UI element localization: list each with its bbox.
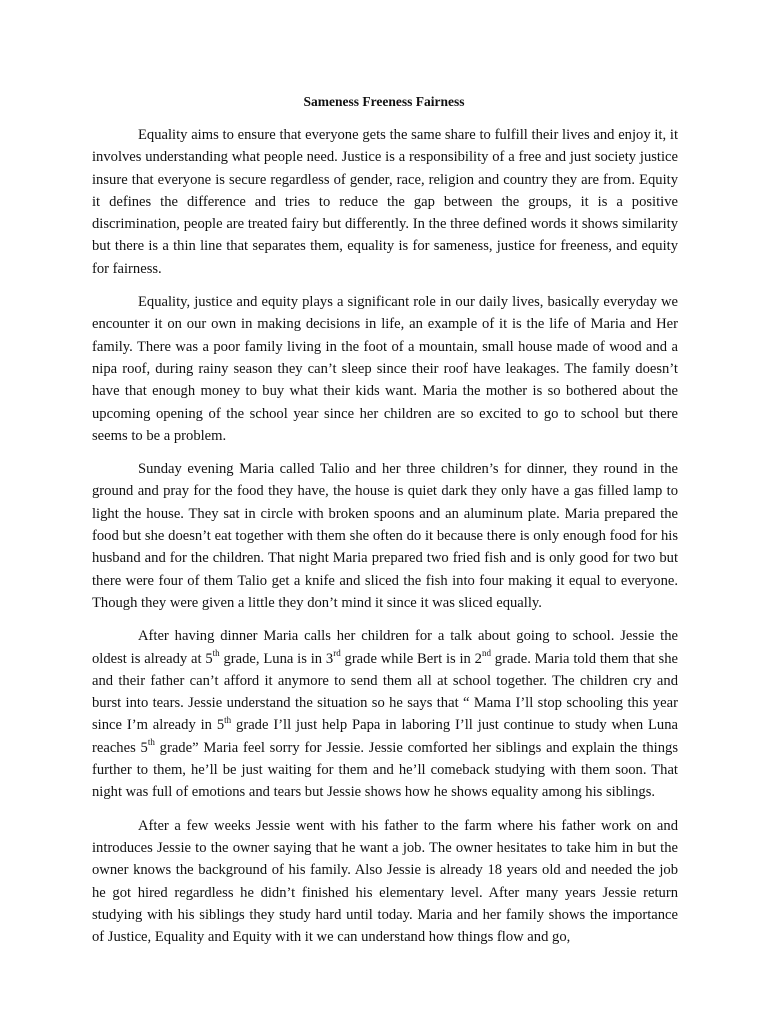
document-body [92,124,678,948]
ordinal-suffix: th [224,714,232,725]
paragraph-4-text-a: After having dinner Maria calls her children for a talk about going to school. Jessie the oldest is already at 5 [92,628,678,667]
ordinal-suffix: rd [333,647,341,658]
paragraph-4-text-f: grade” Maria feel sorry for Jessie. Jessie comforted her siblings and explain the things further to them, he’ll be just waiting for them and he’ll comeback studying with them soon. That night was full of emotions and tears but Jessie shows how he shows equality among his siblings. [92,739,679,801]
paragraph-5: After a few weeks Jessie went with his father to the farm where his father work on and introduces Jessie to the owner saying that he want a job. The owner hesitates to take him in but the owner knows the background of his family. Also Jessie is already 18 years old and needed the job he got hired regardless he didn’t finished his elementary level. After many years Jessie return studying with his siblings they study hard until today. Maria and her family shows the importance of Justice, Equality and Equity with it we can understand how things flow and go, [92,817,678,946]
paragraph-4-text-b: grade, Luna is in 3 [219,650,334,667]
paragraph-2: Equality, justice and equity plays a significant role in our daily lives, basically everyday we encounter it on our own in making decisions in life, an example of it is the life of Maria and Her family. There was a poor family living in the foot of a mountain, small house made of wood and a nipa roof, during rainy season they can’t sleep since their roof have leakages. The family doesn’t have that enough money to buy what their kids want. Maria the mother is so bothered about the upcoming opening of the school year since her children are so excited to go to school but there seems to be a problem. [92,294,678,444]
paragraph-4 [92,625,678,803]
paragraph-4-text-d: grade. Maria told them that she and their father can’t afford it anymore to send them all at school together. The children cry and burst into tears. Jessie understand the situation so he says that “ Mama I’ll stop schooling this year since I’m already in 5 [92,650,679,734]
ordinal-suffix: th [212,647,220,658]
paragraph-1: Equality aims to ensure that everyone gets the same share to fulfill their lives and enjoy it, it involves understanding what people need. Justice is a responsibility of a free and just society justice insure that everyone is secure regardless of gender, race, religion and country they are from. Equity it defines the difference and tries to reduce the gap between the groups, it is a positive discrimination, people are treated fairy but differently. In the three defined words it shows similarity but there is a thin line that separates them, equality is for sameness, justice for freeness, and equity for fairness. [92,127,678,277]
document-title: Sameness Freeness Fairness [303,94,465,109]
ordinal-suffix: nd [481,647,491,658]
ordinal-suffix: th [147,736,155,747]
paragraph-4-text-e: grade I’ll just help Papa in laboring I’ll just continue to study when Luna reaches 5 [92,717,678,756]
paragraph-4-text-c: grade while Bert is in 2 [340,650,482,667]
paragraph-3: Sunday evening Maria called Talio and her three children’s for dinner, they round in the ground and pray for the food they have, the house is quiet dark they only have a gas filled lamp to light the house. They sat in circle with broken spoons and an aluminum plate. Maria prepared the food but she doesn’t eat together with them she often do it because there is only enough food for his husband and for the children. That night Maria prepared two fried fish and is only good for two but there were four of them Talio get a knife and sliced the fish into four making it equal to everyone. Though they were given a little they don’t mind it since it was sliced equally. [92,461,678,611]
